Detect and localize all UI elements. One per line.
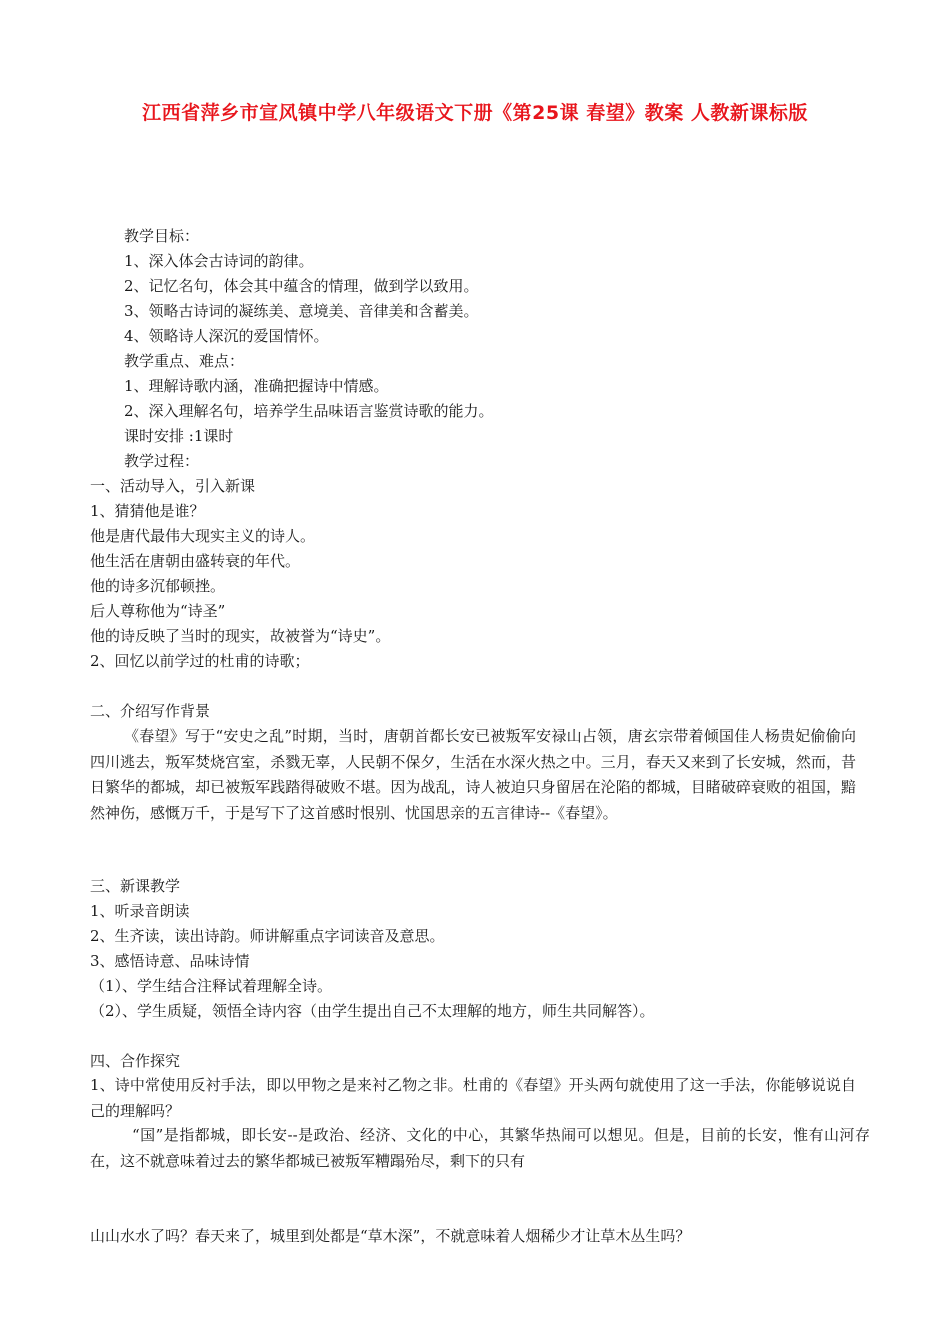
text-line: 教学目标： [124,227,200,245]
text-line: 他是唐代最伟大现实主义的诗人。 [90,527,316,545]
text-line: 2、记忆名句，体会其中蕴含的情理，做到学以致用。 [124,277,479,295]
section-heading: 三、新课教学 [90,877,181,895]
text-line: 1、深入体会古诗词的韵律。 [124,252,314,270]
text-line: 2、深入理解名句，培养学生品味语言鉴赏诗歌的能力。 [124,402,494,420]
section-heading: 二、介绍写作背景 [90,702,211,720]
answer-paragraph: “国”是指都城，即长安--是政治、经济、文化的中心，其繁华热闹可以想见。但是，目前的长安，惟有山河存在，这不就意味着过去的繁华都城已被叛军糟蹋殆尽，剩下的只有 [90,1126,870,1170]
text-line: 他生活在唐朝由盛转衰的年代。 [90,552,301,570]
section-heading: 一、活动导入，引入新课 [90,477,256,495]
text-line: 1、猜猜他是谁？ [90,502,205,520]
text-line: 课时安排 :1课时 [124,427,234,445]
text-line: 2、回忆以前学过的杜甫的诗歌； [90,652,310,670]
text-line: 3、感悟诗意、品味诗情 [90,952,250,970]
text-line: 山山水水了吗？春天来了，城里到处都是“草木深”，不就意味着人烟稀少才让草木丛生吗？ [90,1227,691,1245]
background-paragraph: 《春望》写于“安史之乱”时期，当时，唐朝首都长安已被叛军安禄山占领，唐玄宗带着倾国佳人杨贵妃偷偷向四川逃去，叛军焚烧宫室，杀戮无辜，人民朝不保夕，生活在水深火热之中。三月，春天又来到了长安城，然而，昔日繁华的都城，却已被叛军践踏得破败不堪。因为战乱，诗人被迫只身留居在沦陷的都城，目睹破碎衰败的祖国，黯然神伤，感慨万千，于是写下了这首感时恨别、忧国思亲的五言律诗--《春望》。 [90,727,856,822]
section-heading: 四、合作探究 [90,1052,181,1070]
text-line: 教学过程： [124,452,200,470]
text-line: （2）、学生质疑，领悟全诗内容（由学生提出自己不太理解的地方，师生共同解答）。 [90,1002,655,1020]
text-line: 后人尊称他为“诗圣” [90,602,226,620]
text-line: 2、生齐读，读出诗韵。师讲解重点字词读音及意思。 [90,927,445,945]
text-line: 4、领略诗人深沉的爱国情怀。 [124,327,329,345]
text-line: 他的诗反映了当时的现实，故被誉为“诗史”。 [90,627,391,645]
document-title: 江西省萍乡市宣风镇中学八年级语文下册《第25课 春望》教案 人教新课标版 [142,102,808,124]
text-line: 3、领略古诗词的凝练美、意境美、音律美和含蓄美。 [124,302,479,320]
text-line: 他的诗多沉郁顿挫。 [90,577,226,595]
question-paragraph: 1、诗中常使用反衬手法，即以甲物之是来衬乙物之非。杜甫的《春望》开头两句就使用了这一手法，你能够说说自己的理解吗？ [90,1076,856,1120]
text-line: 1、听录音朗读 [90,902,190,920]
text-line: （1）、学生结合注释试着理解全诗。 [90,977,333,995]
text-line: 1、理解诗歌内涵，准确把握诗中情感。 [124,377,389,395]
text-line: 教学重点、难点： [124,352,245,370]
